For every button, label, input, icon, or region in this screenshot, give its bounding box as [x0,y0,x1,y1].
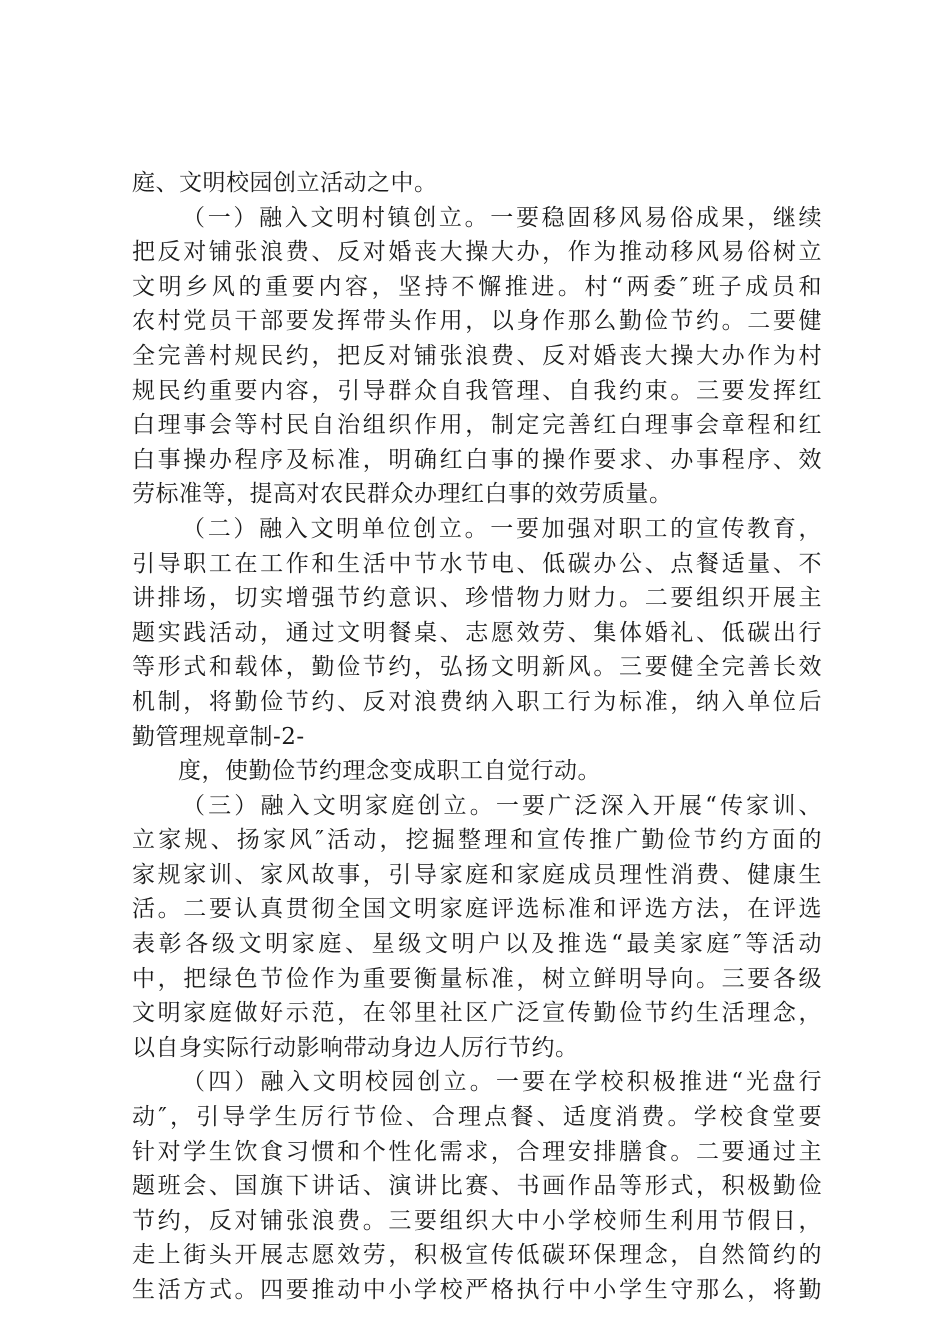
paragraph-heading-4: （四）融入文明校园创立。一要在学校积极推进“光盘行 [182,1069,822,1096]
text-line: 劳标准等，提高对农民群众办理红白事的效劳质量。 [132,481,673,508]
text-line: 文明家庭做好示范，在邻里社区广泛宣传勤俭节约生活理念， [132,1000,822,1027]
text-line: 立家规、扬家风″活动，挖掘整理和宣传推广勤俭节约方面的 [132,827,822,854]
text-line: 题实践活动，通过文明餐桌、志愿效劳、集体婚礼、低碳出行 [132,619,822,646]
text-line: 把反对铺张浪费、反对婚丧大操大办，作为推动移风易俗树立 [132,239,822,266]
body-text [132,166,822,1308]
text-line: 题班会、国旗下讲话、演讲比赛、书画作品等形式，积极勤俭 [132,1173,822,1200]
text-line: 中，把绿色节俭作为重要衡量标准，树立鲜明导向。三要各级 [132,965,822,992]
text-line: 家规家训、家风故事，引导家庭和家庭成员理性消费、健康生 [132,861,822,888]
text-line: 动″，引导学生厉行节俭、合理点餐、适度消费。学校食堂要 [132,1104,822,1131]
text-line: 规民约重要内容，引导群众自我管理、自我约束。三要发挥红 [132,377,822,404]
text-line: 白事操办程序及标准，明确红白事的操作要求、办事程序、效 [132,446,822,473]
text-line: 农村党员干部要发挥带头作用，以身作那么勤俭节约。二要健 [132,308,822,335]
text-line: 庭、文明校园创立活动之中。 [132,170,438,196]
paragraph-heading-2: （二）融入文明单位创立。一要加强对职工的宣传教育， [182,515,822,542]
text-line: 针对学生饮食习惯和个性化需求，合理安排膳食。二要通过主 [132,1138,822,1165]
paragraph-heading-1: （一）融入文明村镇创立。一要稳固移风易俗成果，继续 [182,204,822,231]
paragraph-heading-3: （三）融入文明家庭创立。一要广泛深入开展“传家训、 [182,792,822,819]
page-number-line: 勤管理规章制-2- [132,723,305,750]
text-line: 白理事会等村民自治组织作用，制定完善红白理事会章程和红 [132,412,822,439]
text-line: 活。二要认真贯彻全国文明家庭评选标准和评选方法，在评选 [132,896,822,923]
text-line: 节约，反对铺张浪费。三要组织大中小学校师生利用节假日， [132,1207,822,1234]
text-line: 机制，将勤俭节约、反对浪费纳入职工行为标准，纳入单位后 [132,688,822,715]
text-line: 生活方式。四要推动中小学校严格执行中小学生守那么，将勤 [132,1277,822,1303]
text-line: 表彰各级文明家庭、星级文明户以及推选“最美家庭″等活动 [132,931,822,958]
text-line: 引导职工在工作和生活中节水节电、低碳办公、点餐适量、不 [132,550,822,577]
text-line: 全完善村规民约，把反对铺张浪费、反对婚丧大操大办作为村 [132,342,822,369]
text-line: 文明乡风的重要内容，坚持不懈推进。村“两委″班子成员和 [132,273,822,300]
text-line: 讲排场，切实增强节约意识、珍惜物力财力。二要组织开展主 [132,585,822,612]
text-line: 度，使勤俭节约理念变成职工自觉行动。 [178,758,601,785]
text-line: 以自身实际行动影响带动身边人厉行节约。 [132,1034,579,1061]
text-line: 等形式和载体，勤俭节约，弘扬文明新风。三要健全完善长效 [132,654,822,681]
text-line: 走上街头开展志愿效劳，积极宣传低碳环保理念，自然简约的 [132,1242,822,1269]
